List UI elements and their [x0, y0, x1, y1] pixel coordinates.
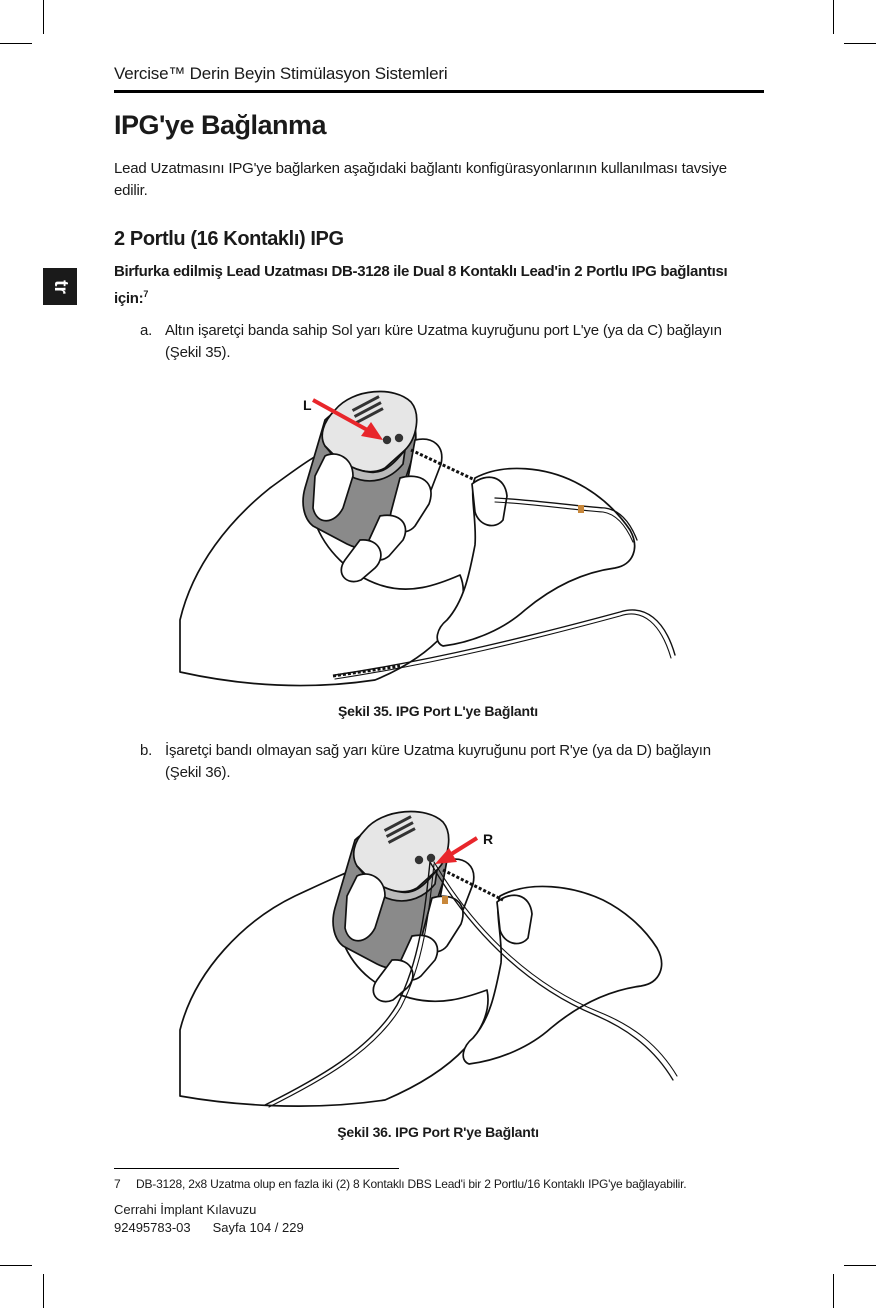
figure-36-illustration	[175, 800, 700, 1110]
document-info	[114, 1220, 304, 1235]
crop-mark	[833, 1274, 834, 1308]
footnote	[114, 1177, 686, 1191]
running-header: Vercise™ Derin Beyin Stimülasyon Sistemleri	[114, 64, 448, 83]
crop-mark	[833, 0, 834, 34]
step-text: İşaretçi bandı olmayan sağ yarı küre Uzatma kuyruğunu port R'ye (ya da D) bağlayın (Şekil 36).	[165, 742, 711, 781]
step-marker: b.	[140, 742, 153, 759]
language-code: tr	[50, 279, 71, 294]
figure-35-caption: Şekil 35. IPG Port L'ye Bağlantı	[338, 703, 538, 719]
footnote-ref: 7	[143, 289, 149, 299]
right-finger	[341, 540, 381, 582]
right-hand	[437, 468, 634, 646]
header-rule	[114, 90, 764, 93]
section-title: 2 Portlu (16 Kontaklı) IPG	[114, 228, 344, 250]
figure-36-caption: Şekil 36. IPG Port R'ye Bağlantı	[337, 1124, 539, 1140]
step-text: Altın işaretçi banda sahip Sol yarı küre Uzatma kuyruğunu port L'ye (ya da C) bağlayın (Şekil 35).	[165, 322, 722, 361]
crop-mark	[0, 1265, 32, 1266]
right-hand	[463, 886, 661, 1064]
step-marker: a.	[140, 322, 153, 339]
crop-mark	[43, 1274, 44, 1308]
intro-paragraph: Lead Uzatmasını IPG'ye bağlarken aşağıdaki bağlantı konfigürasyonlarının kullanılması tavsiye edilir.	[114, 160, 727, 199]
crop-mark	[43, 0, 44, 34]
crop-mark	[844, 1265, 876, 1266]
port-label: R	[483, 831, 494, 847]
sub-heading-text: Birfurka edilmiş Lead Uzatması DB-3128 ile Dual 8 Kontaklı Lead'in 2 Portlu IPG bağlantısı için:	[114, 263, 728, 307]
page-number: Sayfa 104 / 229	[212, 1220, 304, 1235]
port-label: L	[303, 397, 312, 413]
language-tab	[43, 268, 77, 305]
page-title: IPG'ye Bağlanma	[114, 110, 327, 140]
sub-heading	[114, 261, 764, 310]
footnote-text: DB-3128, 2x8 Uzatma olup en fazla iki (2) 8 Kontaklı DBS Lead'i bir 2 Portlu/16 Kontaklı IPG'ye bağlayabilir.	[136, 1177, 687, 1191]
crop-mark	[0, 43, 32, 44]
figure-35-illustration	[175, 380, 700, 690]
crop-mark	[844, 43, 876, 44]
gold-marker-band	[442, 896, 448, 904]
gold-marker-band	[578, 505, 584, 513]
footnote-number: 7	[114, 1177, 121, 1191]
document-number: 92495783-03	[114, 1220, 191, 1235]
footnote-rule	[114, 1168, 399, 1169]
document-name: Cerrahi İmplant Kılavuzu	[114, 1202, 257, 1217]
